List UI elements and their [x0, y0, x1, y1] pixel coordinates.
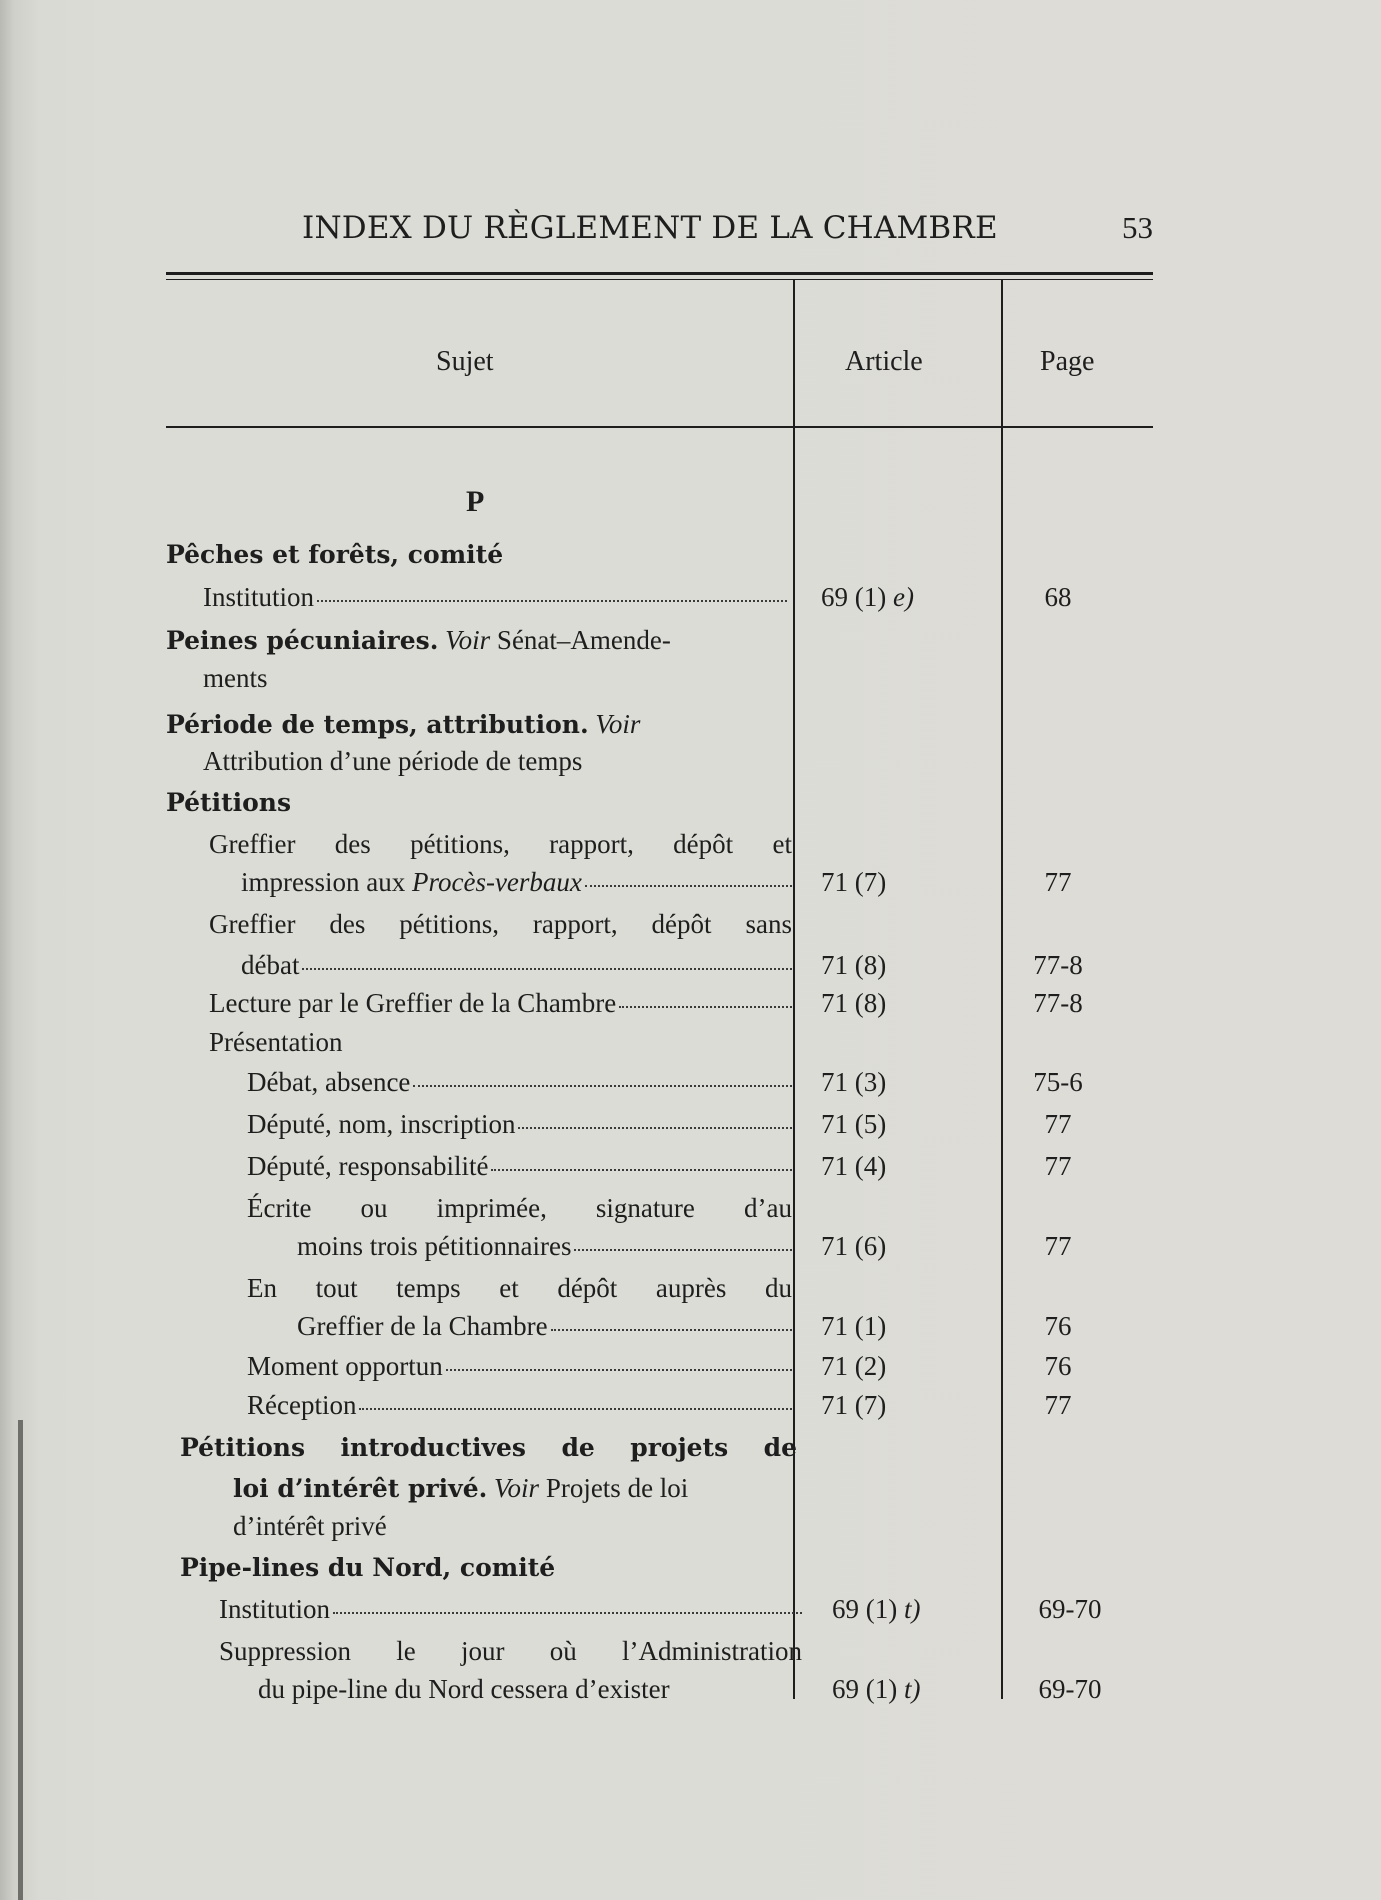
voir-label: Voir: [445, 625, 491, 655]
leader-dots: [317, 600, 787, 602]
cross-reference: Sénat–Amende-: [496, 625, 671, 655]
word: de: [561, 1433, 595, 1462]
cross-reference: Attribution d’une période de temps: [203, 746, 583, 776]
article-ref: 71 (7): [821, 1390, 887, 1420]
article-number: 69 (1): [832, 1674, 904, 1704]
word: des: [329, 909, 366, 939]
entry-heading: Période de temps, attribution.: [166, 710, 589, 739]
entry-text: moins trois pétitionnaires: [297, 1231, 572, 1261]
article-ref: 71 (4): [821, 1151, 887, 1181]
entry-text: Député, responsabilité: [247, 1151, 489, 1181]
word: Écrite: [247, 1193, 312, 1223]
binding-shadow: [18, 1420, 23, 1900]
page-ref: 77: [1044, 1151, 1072, 1181]
running-title: INDEX DU RÈGLEMENT DE LA CHAMBRE: [302, 210, 998, 246]
page-ref: 69-70: [1038, 1594, 1102, 1624]
word: introductives: [340, 1433, 526, 1462]
article-ref: [832, 1589, 920, 1629]
article-suffix: t): [903, 1674, 921, 1704]
article-ref: 71 (7): [821, 867, 887, 897]
entry-heading: Pipe-lines du Nord, comité: [180, 1553, 556, 1582]
article-number: 69 (1): [821, 582, 893, 612]
leader-dots: [302, 968, 792, 970]
index-entry: [247, 1146, 792, 1186]
entry-heading: Peines pécuniaires.: [166, 626, 439, 655]
entry-heading: Pétitions: [166, 788, 292, 817]
page-ref: 76: [1044, 1311, 1072, 1341]
index-entry: [247, 1062, 792, 1102]
article-suffix: t): [903, 1594, 921, 1624]
page-ref: 77: [1044, 1231, 1072, 1261]
word: sans: [745, 909, 792, 939]
article-ref: 71 (8): [821, 950, 887, 980]
word: du: [764, 1273, 792, 1303]
entry-text-plain: impression aux: [241, 867, 412, 897]
entry-text: [241, 862, 582, 902]
word: où: [549, 1636, 577, 1666]
leader-dots: [333, 1612, 802, 1614]
word: rapport,: [532, 909, 618, 939]
cross-reference-continued: ments: [203, 663, 268, 693]
word: Greffier: [209, 909, 296, 939]
article-ref: 71 (8): [821, 988, 887, 1018]
entry-text-justified: [209, 824, 792, 864]
article-ref: 71 (2): [821, 1351, 887, 1381]
leader-dots: [585, 885, 792, 887]
entry-heading: loi d’intérêt privé.: [233, 1474, 488, 1503]
entry-text-italic: Procès-verbaux: [411, 867, 582, 897]
word: jour: [461, 1636, 505, 1666]
article-ref: 71 (5): [821, 1109, 887, 1139]
page-ref: 69-70: [1038, 1674, 1102, 1704]
word: et: [499, 1273, 519, 1303]
word: projets: [630, 1433, 729, 1462]
entry-text-justified: [247, 1268, 792, 1308]
column-header-subject: Sujet: [436, 346, 494, 377]
leader-dots: [619, 1006, 792, 1008]
voir-label: Voir: [494, 1473, 540, 1503]
article-number: 69 (1): [832, 1594, 904, 1624]
page-ref: 77: [1044, 1390, 1072, 1420]
page-ref: 77: [1044, 867, 1072, 897]
index-entry: [241, 945, 792, 985]
entry-heading: Pêches et forêts, comité: [166, 540, 504, 569]
page-number: 53: [1122, 210, 1153, 245]
entry-text: Institution: [219, 1594, 331, 1624]
page-ref: 68: [1044, 582, 1072, 612]
word: imprimée,: [436, 1193, 547, 1223]
index-entry: [241, 862, 792, 902]
word: tout: [315, 1273, 358, 1303]
word: temps: [396, 1273, 461, 1303]
section-letter: P: [466, 485, 485, 518]
running-head: [166, 210, 1153, 256]
entry-text: Lecture par le Greffier de la Chambre: [209, 988, 617, 1018]
word: ou: [360, 1193, 388, 1223]
index-entry: [166, 704, 640, 744]
leader-dots: [491, 1169, 792, 1171]
voir-label: Voir: [595, 709, 641, 739]
index-entry: [247, 1104, 792, 1144]
word: En: [247, 1273, 277, 1303]
word: dépôt: [651, 909, 712, 939]
word: rapport,: [549, 829, 634, 859]
index-entry: [209, 983, 792, 1023]
leader-dots: [413, 1085, 792, 1087]
entry-text: Député, nom, inscription: [247, 1109, 516, 1139]
top-rule: [166, 272, 1153, 275]
column-header-article: Article: [845, 346, 923, 377]
article-ref: [821, 577, 914, 617]
leader-dots: [551, 1329, 792, 1331]
entry-text-justified: [247, 1188, 792, 1228]
word: signature: [595, 1193, 695, 1223]
entry-text: Débat, absence: [247, 1067, 411, 1097]
page-ref: 77-8: [1033, 988, 1083, 1018]
page-ref: 77-8: [1033, 950, 1083, 980]
entry-text: Greffier de la Chambre: [297, 1311, 548, 1341]
word: dépôt: [557, 1273, 618, 1303]
article-ref: 71 (3): [821, 1067, 887, 1097]
index-entry: [203, 577, 787, 617]
index-entry: [247, 1385, 792, 1425]
article-ref: [832, 1669, 920, 1709]
column-divider-article: [793, 279, 795, 1699]
leader-dots: [359, 1408, 792, 1410]
entry-text: Moment opportun: [247, 1351, 443, 1381]
leader-dots: [574, 1249, 792, 1251]
article-ref: 71 (6): [821, 1231, 887, 1261]
top-rule-2: [166, 279, 1153, 280]
word: Suppression: [219, 1636, 352, 1666]
word: des: [334, 829, 371, 859]
word: de: [763, 1433, 797, 1462]
word: auprès: [655, 1273, 727, 1303]
entry-text: Institution: [203, 582, 315, 612]
index-entry: [297, 1226, 792, 1266]
leader-dots: [518, 1127, 792, 1129]
word: pétitions,: [399, 909, 500, 939]
entry-text: Réception: [247, 1390, 357, 1420]
entry-heading-justified: [180, 1428, 797, 1468]
column-header-page: Page: [1040, 346, 1095, 377]
word: dépôt: [673, 829, 734, 859]
entry-text-justified: [219, 1631, 802, 1671]
page-ref: 76: [1044, 1351, 1072, 1381]
index-entry: [166, 620, 671, 660]
header-rule: [166, 426, 1153, 428]
article-suffix: e): [892, 582, 914, 612]
word: d’au: [743, 1193, 792, 1223]
index-entry: [233, 1468, 688, 1508]
entry-text-justified: [209, 904, 792, 944]
index-entry: [247, 1346, 792, 1386]
cross-reference: Projets de loi: [545, 1473, 689, 1503]
page-ref: 75-6: [1033, 1067, 1083, 1097]
word: Pétitions: [180, 1433, 306, 1462]
page-ref: 77: [1044, 1109, 1072, 1139]
word: Greffier: [209, 829, 296, 859]
word: pétitions,: [410, 829, 510, 859]
index-entry: [219, 1589, 802, 1629]
entry-text: Présentation: [209, 1027, 343, 1057]
article-ref: 71 (1): [821, 1311, 887, 1341]
word: et: [772, 829, 792, 859]
word: l’Administration: [622, 1636, 802, 1666]
cross-reference-continued: d’intérêt privé: [233, 1511, 387, 1541]
leader-dots: [446, 1369, 792, 1371]
word: le: [396, 1636, 416, 1666]
entry-text: du pipe-line du Nord cessera d’exister: [258, 1674, 670, 1704]
entry-text: débat: [241, 950, 300, 980]
index-entry: [297, 1306, 792, 1346]
